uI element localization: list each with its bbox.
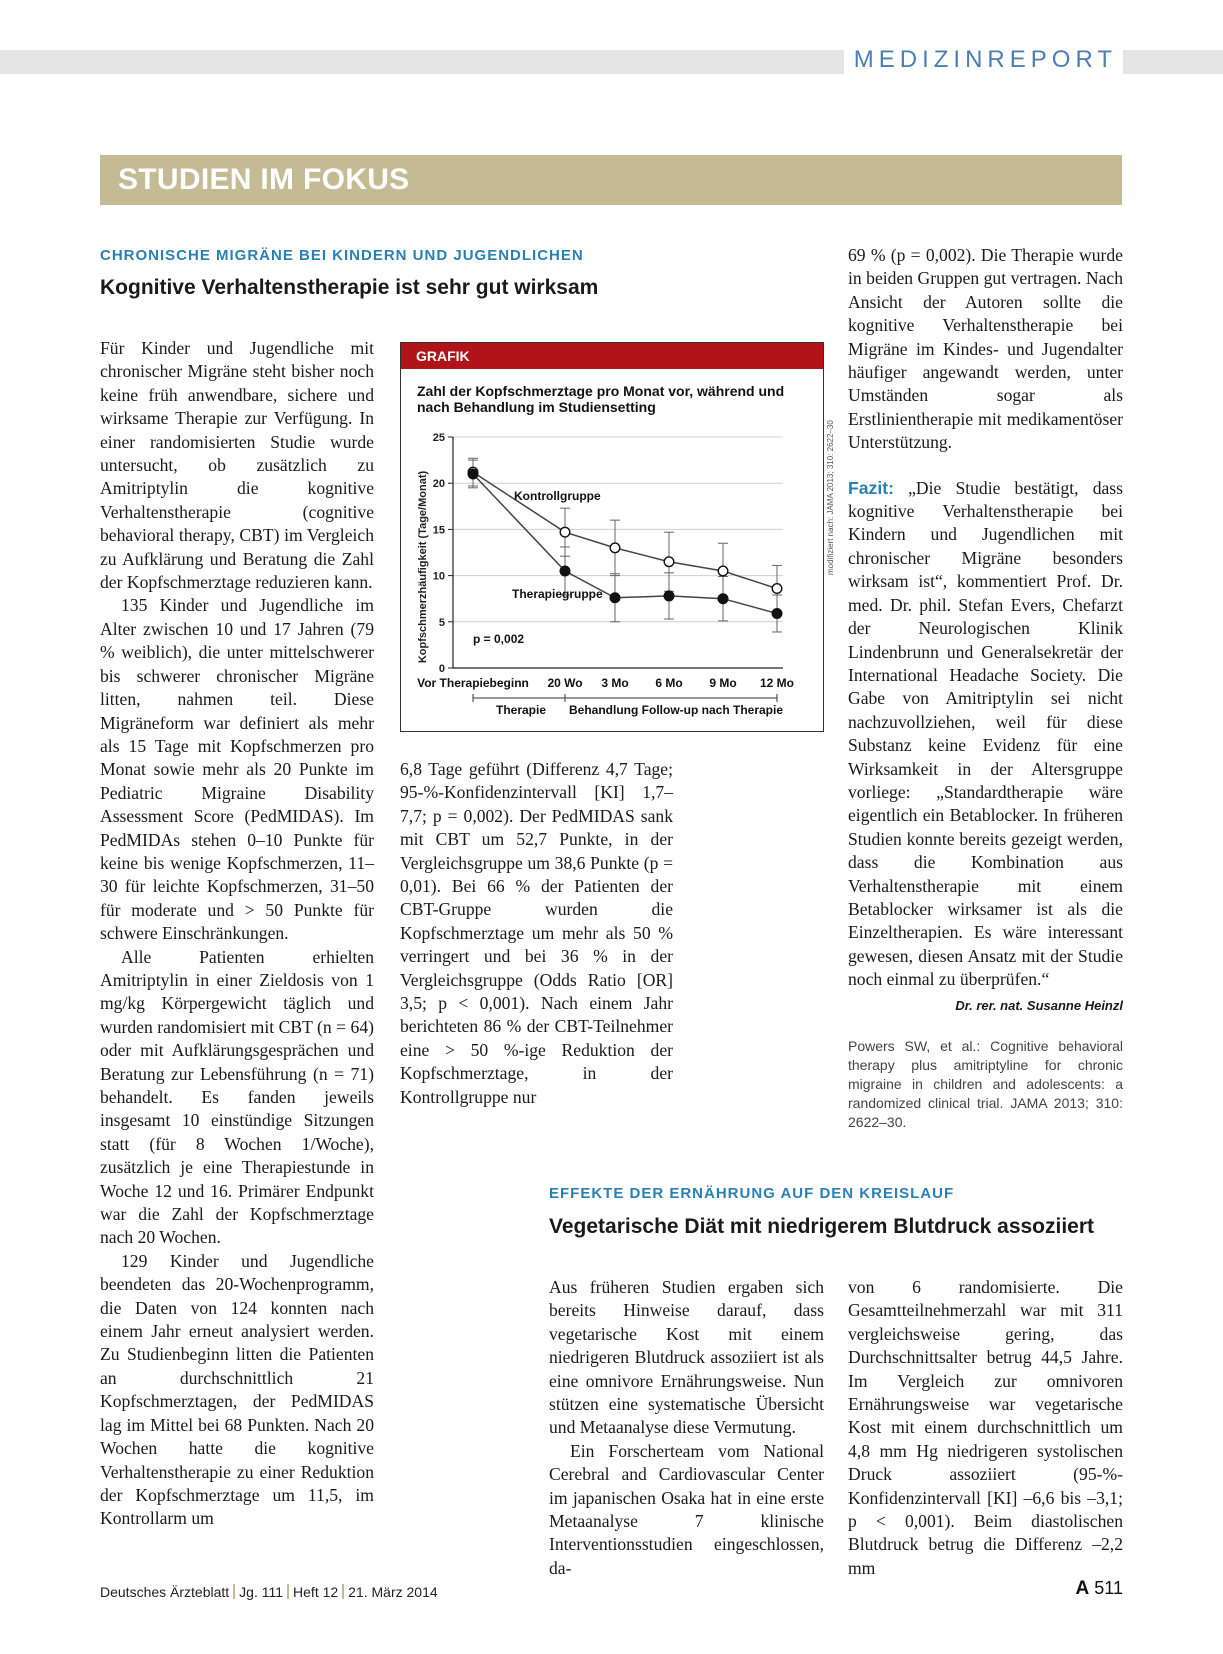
- footer-journal: [100, 1584, 438, 1600]
- separator: [233, 1584, 235, 1599]
- paragraph: Für Kinder und Jugendliche mit chronischer Migräne steht bisher noch keine früh anwendbare, sichere und wirksame Therapie zur Verfügung. In einer randomisierten Studie wurde untersucht, ob zusätzlich zu Amitriptylin die kognitive Verhaltenstherapie (cognitive behavioral therapy, CBT) im Vergleich zu Aufklärung und Beratung die Zahl der Kopfschmerztage reduzieren kann.: [100, 338, 374, 593]
- x-tick-label: 3 Mo: [601, 676, 629, 690]
- data-point-therapiegruppe: [468, 469, 478, 479]
- y-tick-label: 5: [438, 616, 445, 629]
- article1-headline: Kognitive Verhaltenstherapie ist sehr gut wirksam: [100, 276, 599, 299]
- y-tick-label: 10: [432, 570, 445, 583]
- issue: Heft 12: [293, 1584, 339, 1600]
- data-point-therapiegruppe: [664, 591, 674, 601]
- x-tick-label: Vor Therapiebeginn: [417, 676, 529, 690]
- y-tick-label: 0: [438, 663, 445, 675]
- article2-column-1: [549, 1276, 824, 1580]
- data-point-therapiegruppe: [560, 566, 570, 576]
- data-point-kontrollgruppe: [772, 584, 782, 594]
- chart-title: Zahl der Kopfschmerztage pro Monat vor, während und nach Behandlung im Studiensetting: [417, 383, 785, 415]
- article2-kicker: EFFEKTE DER ERNÄHRUNG AUF DEN KREISLAUF: [549, 1185, 955, 1202]
- article2-column-2: [848, 1276, 1123, 1580]
- x-tick-label: 6 Mo: [655, 676, 683, 690]
- article1-kicker: CHRONISCHE MIGRÄNE BEI KINDERN UND JUGENDLICHEN: [100, 247, 584, 264]
- data-point-kontrollgruppe: [664, 557, 674, 567]
- period-therapie: Therapie: [495, 703, 547, 717]
- article1-column-1: [100, 337, 374, 1531]
- chart-box: [400, 342, 824, 732]
- x-tick-label: 9 Mo: [709, 676, 737, 690]
- paragraph: Aus früheren Studien ergaben sich bereits Hinweise darauf, dass vegetarische Kost mit einem niedrigeren Blutdruck assoziiert ist als eine omnivore Ernährungsweise. Nun stützen eine systematische Übersicht und Metaanalyse diese Vermutung.: [549, 1277, 824, 1438]
- paragraph: 135 Kinder und Jugendliche im Alter zwischen 10 und 17 Jahren (79 % weiblich), die unter mittelschwerer bis schwerer chronischer Migräne litten, nahmen teil. Diese Migräneform war definiert als mehr als 15 Tage mit Kopfschmerzen pro Monat sowie mehr als 20 Punkte im Pediatric Migraine Disability Assessment Score (PedMIDAS). Im PedMIDAs stehen 0–10 Punkte für keine bis wenige Kopfschmerzen, 11–30 für leichte Kopfschmerzen, 31–50 für moderate und > 50 Punkte für schwere Einschränkungen.: [100, 595, 374, 944]
- paragraph: Ein Forscherteam vom National Cerebral and Cardiovascular Center im japanischen Osaka hat in eine erste Metaanalyse 7 klinische Interventionsstudien eingeschlossen, da-: [549, 1440, 824, 1578]
- journal-name: Deutsches Ärzteblatt: [100, 1584, 230, 1600]
- data-point-therapiegruppe: [610, 593, 620, 603]
- separator: [287, 1584, 289, 1599]
- data-point-therapiegruppe: [718, 594, 728, 604]
- y-axis-label: Kopfschmerzhäufigkeit (Tage/Monat): [417, 470, 429, 664]
- fazit-paragraph: [848, 477, 1123, 992]
- author-signature: Dr. rer. nat. Susanne Heinzl: [955, 997, 1123, 1013]
- article2-headline: Vegetarische Diät mit niedrigerem Blutdruck assoziiert: [549, 1215, 1095, 1238]
- x-tick-label: 20 Wo: [547, 676, 583, 690]
- banner: [100, 155, 1122, 205]
- fazit-text: „Die Studie bestätigt, dass kognitive Verhaltenstherapie bei Kindern und Jugendlichen mit chronischer Migräne besonders wirksam ist“, kommentiert Prof. Dr. med. Dr. phil. Stefan Evers, Chefarzt der Neurologischen Klinik Lindenbrunn und Generalsekretär der International Headache Society. Die Gabe von Amitriptylin sei nicht nachzuvollziehen, weil für diese Substanz keine Evidenz für eine Wirksamkeit in der Altersgruppe vorliege: „Standardtherapie wäre eigentlich ein Betablocker. In früheren Studien konnte bereits gezeigt werden, dass die Kombination aus Verhaltenstherapie mit einem Betablocker wirksamer ist als die Einzeltherapien. Es wäre interessant gewesen, diesen Ansatz mit der Studie noch einmal zu überprüfen.“: [848, 477, 1123, 990]
- chart-source-note: modifiziert nach: JAMA 2013; 310: 2622–30: [826, 420, 835, 575]
- page-number-value: 511: [1094, 1578, 1123, 1598]
- paragraph: 129 Kinder und Jugendliche beendeten das 20-Wochenprogramm, die Daten von 124 konnten nach einem Jahr erneut analysiert werden. Zu Studienbeginn litten die Patienten an durchschnittlich 21 Kopfschmerztagen, der PedMIDAS lag im Mittel bei 68 Punkten. Nach 20 Wochen hatte die kognitive Verhaltenstherapie zu einer Reduktion der Kopfschmerztage um 11,5, im Kontrollarm um: [100, 1250, 374, 1529]
- data-point-kontrollgruppe: [560, 527, 570, 537]
- y-tick-label: 20: [432, 478, 445, 491]
- series-label-kontrollgruppe: Kontrollgruppe: [514, 489, 601, 503]
- page-prefix: A: [1075, 1578, 1090, 1599]
- line-chart: [401, 343, 823, 731]
- volume: Jg. 111: [239, 1584, 284, 1600]
- article1-column-3: [848, 244, 1123, 1132]
- banner-title: STUDIEN IM FOKUS: [118, 163, 410, 196]
- article1-column-2: [400, 758, 673, 1109]
- separator: [342, 1584, 344, 1599]
- series-label-therapiegruppe: Therapiegruppe: [512, 587, 603, 601]
- paragraph: von 6 randomisierte. Die Gesamtteilnehmerzahl war mit 311 vergleichsweise gering, das Durchschnittsalter betrug 44,5 Jahre. Im Vergleich zur omnivoren Ernährungsweise war vegetarische Kost mit einem durchschnittlich um 4,8 mm Hg niedrigeren systolischen Druck assoziiert (95-%-Konfidenzintervall [KI] –6,6 bis –3,1; p < 0,001). Beim diastolischen Blutdruck betrug die Differenz –2,2 mm: [848, 1277, 1123, 1578]
- reference: Powers SW, et al.: Cognitive behavioral therapy plus amitriptyline for chronic migraine in children and adolescents: a randomized clinical trial. JAMA 2013; 310: 2622–30.: [848, 1038, 1123, 1130]
- fazit-label: Fazit:: [848, 477, 894, 498]
- p-value-annotation: p = 0,002: [473, 632, 525, 646]
- paragraph: Alle Patienten erhielten Amitriptylin in einer Zieldosis von 1 mg/kg Körpergewicht täglich und wurden randomisiert mit CBT (n = 64) oder mit Aufklärungsgesprächen und Beratung zur Lebensführung (n = 71) behandelt. Es fanden jeweils insgesamt 10 einstündige Sitzungen statt (für 8 Wochen 1/Woche), zusätzlich je eine Therapiestunde in Woche 12 und 16. Primärer Endpunkt war die Zahl der Kopfschmerztage nach 20 Wochen.: [100, 946, 374, 1248]
- x-tick-label: 12 Mo: [759, 676, 795, 690]
- data-point-kontrollgruppe: [610, 543, 620, 553]
- paragraph: 6,8 Tage geführt (Differenz 4,7 Tage; 95-%-Konfidenzintervall [KI] 1,7–7,7; p = 0,002). Der PedMIDAS sank mit CBT um 52,7 Punkte, in der Vergleichsgruppe um 38,6 Punkte (p = 0,01). Bei 66 % der Patienten der CBT-Gruppe wurden die Kopfschmerztage um mehr als 50 % verringert und bei 36 % in der Vergleichsgruppe (Odds Ratio [OR] 3,5; p < 0,001). Nach einem Jahr berichteten 86 % der CBT-Teilnehmer eine > 50 %-ige Reduktion der Kopfschmerztage, in der Kontrollgruppe nur: [400, 759, 673, 1107]
- page-number: [1076, 1578, 1123, 1600]
- chart-label: GRAFIK: [416, 348, 470, 364]
- data-point-kontrollgruppe: [718, 566, 728, 576]
- y-tick-label: 25: [432, 432, 445, 444]
- data-point-therapiegruppe: [772, 609, 782, 619]
- section-label: MEDIZINREPORT: [844, 44, 1123, 74]
- period-followup: Behandlung Follow-up nach Therapie: [569, 703, 784, 717]
- issue-date: 21. März 2014: [348, 1584, 438, 1600]
- paragraph: 69 % (p = 0,002). Die Therapie wurde in beiden Gruppen gut vertragen. Nach Ansicht der Autoren sollte die kognitive Verhaltenstherapie bei Migräne im Kindes- und Jugendalter häufiger angewandt werden, unter Umständen sogar als Erstlinientherapie mit medikamentöser Unterstützung.: [848, 245, 1123, 453]
- y-tick-label: 15: [432, 524, 445, 537]
